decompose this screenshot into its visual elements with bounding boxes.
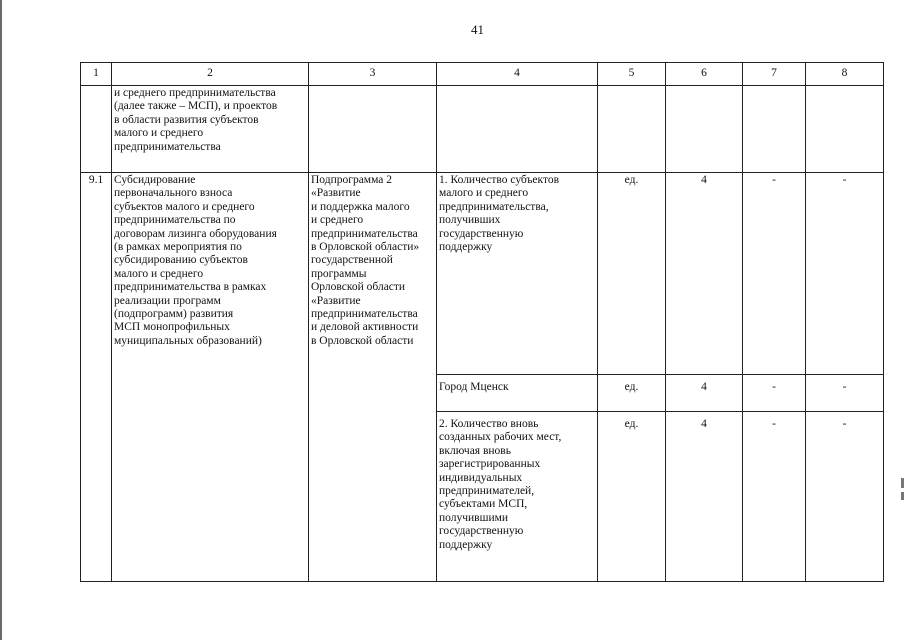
measure-description: Субсидирование первоначального взноса субъектов малого и среднего предпринимательства по договорам лизинга оборудования (в рамках мероприятия по субсидированию субъектов малого и среднего предпринимательства в рамках реализации программ (подпрограмм) развития МСП монопрофильных муниципальных образований) bbox=[112, 173, 309, 582]
program-name: Подпрограмма 2 «Развитие и поддержка малого и среднего предпринимательства в Орловской области» государственной программы Орловской области «Развитие предпринимательства и деловой активности в Орловской области bbox=[309, 173, 437, 582]
table-row bbox=[81, 173, 884, 375]
column-header: 1 bbox=[81, 63, 112, 86]
dash-cell: - bbox=[743, 173, 806, 375]
unit-cell: ед. bbox=[598, 412, 666, 582]
dash-cell: - bbox=[806, 173, 884, 375]
dash-cell: - bbox=[806, 375, 884, 412]
measure-continuation: и среднего предпринимательства (далее также – МСП), и проектов в области развития субъектов малого и среднего предпринимательства bbox=[112, 86, 309, 173]
value-cell: 4 bbox=[666, 173, 743, 375]
scan-artifact bbox=[901, 478, 904, 488]
column-header: 2 bbox=[112, 63, 309, 86]
table-header-row bbox=[81, 63, 884, 86]
column-header: 3 bbox=[309, 63, 437, 86]
indicator-name: 2. Количество вновь созданных рабочих мест, включая вновь зарегистрированных индивидуальных предпринимателей, субъектами МСП, получившими государственную поддержку bbox=[437, 412, 598, 582]
dash-cell: - bbox=[743, 375, 806, 412]
page-number: 41 bbox=[471, 22, 484, 37]
municipality-name: Город Мценск bbox=[437, 375, 598, 412]
value-cell: 4 bbox=[666, 375, 743, 412]
unit-cell: ед. bbox=[598, 375, 666, 412]
column-header: 6 bbox=[666, 63, 743, 86]
unit-cell: ед. bbox=[598, 173, 666, 375]
program-table bbox=[80, 62, 884, 582]
row-number: 9.1 bbox=[81, 173, 112, 582]
table-row bbox=[81, 86, 884, 173]
column-header: 5 bbox=[598, 63, 666, 86]
column-header: 4 bbox=[437, 63, 598, 86]
scan-artifact bbox=[901, 492, 904, 500]
indicator-name: 1. Количество субъектов малого и среднего предпринимательства, получивших государственную поддержку bbox=[437, 173, 598, 375]
page-edge bbox=[0, 0, 2, 640]
dash-cell: - bbox=[806, 412, 884, 582]
column-header: 8 bbox=[806, 63, 884, 86]
column-header: 7 bbox=[743, 63, 806, 86]
value-cell: 4 bbox=[666, 412, 743, 582]
dash-cell: - bbox=[743, 412, 806, 582]
